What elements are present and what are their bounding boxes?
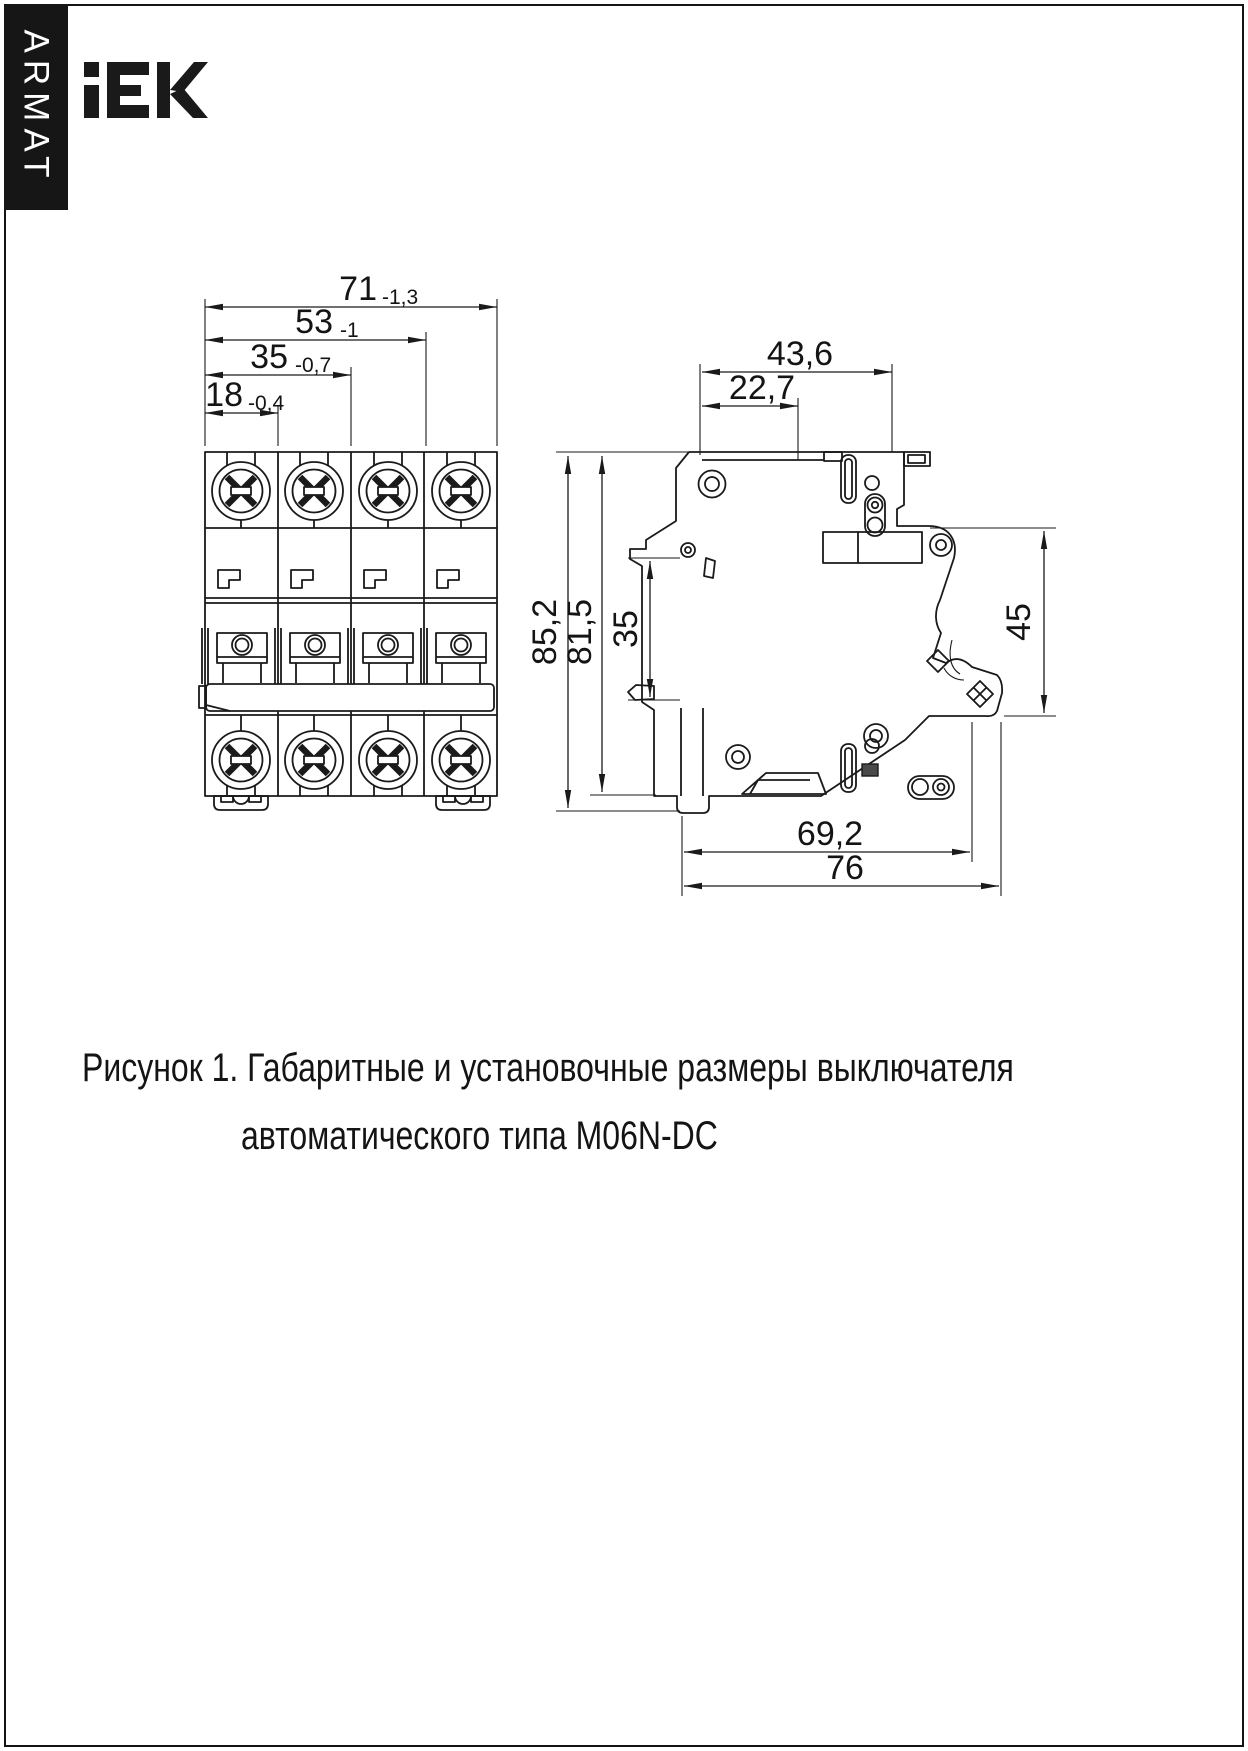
dim-value: 53 (295, 303, 333, 341)
dim-value: 85,2 (526, 598, 564, 666)
pole-3 (348, 570, 413, 684)
dim-tolerance: -1 (340, 319, 359, 342)
dim-depth-69-2 (684, 815, 970, 853)
dim-value: 81,5 (561, 598, 599, 666)
dim-height-81-5 (561, 456, 602, 792)
side-view-details (628, 452, 993, 799)
mounting-foot-right (436, 796, 490, 810)
armat-banner-text: ARMAT (16, 29, 56, 185)
dim-tolerance: -0,4 (248, 392, 285, 415)
breaker-front-body (199, 452, 497, 810)
breaker-side-body (630, 452, 1002, 813)
dim-width-71 (205, 270, 497, 309)
dim-depth-76 (684, 849, 999, 887)
dim-width-18 (205, 376, 285, 415)
dim-terminal-45 (1000, 531, 1044, 713)
mounting-foot-left (214, 796, 268, 810)
dim-depth-22-7 (702, 369, 798, 407)
dim-value: 18 (205, 376, 243, 414)
dim-value: 35 (250, 338, 288, 376)
dim-value: 22,7 (728, 369, 796, 407)
dim-width-35 (205, 338, 351, 377)
figure-caption-line2: автоматического типа М06N-DC (241, 1114, 718, 1158)
pole-1 (202, 570, 267, 684)
dim-value: 76 (826, 849, 864, 887)
dim-tolerance: -1,3 (382, 286, 419, 309)
dim-depth-43-6 (702, 335, 892, 373)
handle-tie-bar (206, 684, 494, 711)
side-view (526, 335, 1056, 896)
dim-tolerance: -0,7 (295, 354, 332, 377)
front-view (199, 270, 497, 810)
dim-value: 45 (1000, 603, 1038, 641)
dim-value: 35 (607, 610, 645, 648)
dim-value: 69,2 (796, 815, 864, 853)
figure-caption-line1: Рисунок 1. Габаритные и установочные размеры выключателя (82, 1046, 1014, 1090)
pole-2 (275, 570, 340, 684)
dim-din-35 (607, 561, 650, 697)
pole-4 (421, 570, 486, 684)
dim-value: 71 (339, 270, 377, 308)
dim-value: 43,6 (766, 335, 834, 373)
